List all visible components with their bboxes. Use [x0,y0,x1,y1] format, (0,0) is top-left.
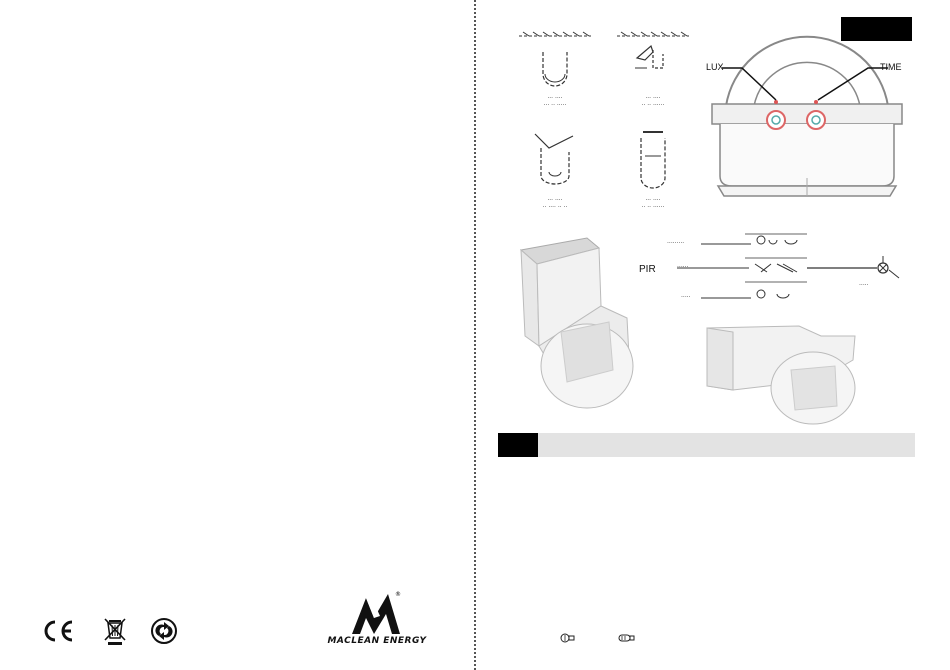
diagram-2-caption-2: ·· ·· ······ [641,102,665,109]
wiring-row-3: ····· [681,294,691,301]
sensor-side-view-icon [517,236,637,411]
mounting-diagram-2 [613,28,693,113]
diagram-2-caption-1: ··· ···· [645,95,661,102]
diagram-1-caption-2: ··· ·· ····· [543,102,567,109]
maclean-logo-mark-icon [300,588,454,636]
mounting-wall-icon [613,128,693,192]
wiring-row-1: ········· [667,240,685,247]
maclean-logo [300,588,454,650]
lux-label: LUX [706,62,724,72]
mounting-ceiling-angled-icon [613,28,693,90]
svg-text:®: ® [395,591,401,598]
diagram-3-caption-2: ·· ···· ·· ·· [542,204,568,211]
weee-bin-icon [103,616,127,646]
pir-label: PIR [639,264,656,275]
wiring-row-2: ······ [677,264,689,271]
brand-name: MACLEAN ENERGY [327,636,427,646]
diagram-4-caption-1: ··· ···· [645,197,661,204]
mounting-diagram-4 [613,128,693,216]
diagram-3-caption-1: ··· ···· [547,197,563,204]
diagram-1-caption-1: ··· ···· [547,95,563,102]
sensor-adjustment-diagram [702,18,912,218]
green-dot-icon [150,617,178,645]
sensor-front-view-icon [703,320,863,428]
section-header-bar [538,433,915,457]
product-photo-front [703,320,863,428]
right-page [477,0,950,670]
mounting-ceiling-icon [515,28,595,90]
sensor-front-icon [702,18,912,218]
mounting-diagram-1 [515,28,595,113]
load-label: ····· [859,282,869,289]
section-number-block [498,433,538,457]
ce-mark-icon [40,618,76,644]
time-label: TIME [880,62,902,72]
page-fold-divider [474,0,476,670]
diagram-4-caption-2: ·· ·· ······ [641,204,665,211]
mounting-wall-corner-icon [515,128,595,192]
tube-icon [616,632,636,644]
mounting-diagram-3 [515,128,595,216]
wiring-diagram [637,226,907,318]
left-page [0,0,474,670]
product-photo-side [517,236,637,411]
bulb-icon [559,632,577,644]
